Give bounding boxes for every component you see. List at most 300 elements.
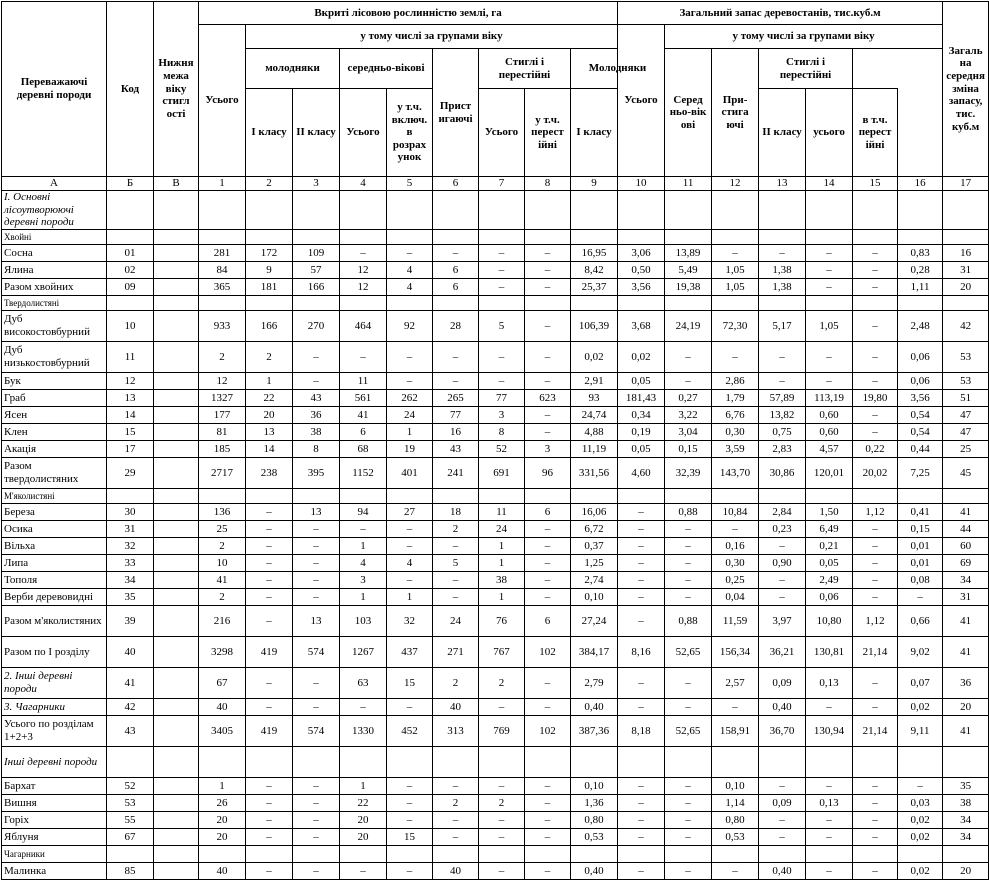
row-value-cell <box>898 229 943 244</box>
row-value-cell: 34 <box>943 811 989 828</box>
row-value-cell: – <box>293 554 340 571</box>
row-value-cell: – <box>433 588 479 605</box>
row-value-cell: – <box>525 811 571 828</box>
row-value-cell: – <box>853 777 898 794</box>
row-value-cell: 0,53 <box>712 828 759 845</box>
row-code-cell: 55 <box>107 811 154 828</box>
row-value-cell: 0,54 <box>898 406 943 423</box>
row-value-cell: 6 <box>525 605 571 636</box>
row-value-cell: 9,11 <box>898 715 943 746</box>
row-value-cell: 19,80 <box>853 389 898 406</box>
row-value-cell: 52,65 <box>665 636 712 667</box>
row-value-cell: 1 <box>340 537 387 554</box>
row-value-cell: 68 <box>340 440 387 457</box>
row-value-cell <box>199 191 246 230</box>
row-value-cell: 25,37 <box>571 278 618 295</box>
row-code-cell <box>107 229 154 244</box>
row-value-cell <box>571 746 618 777</box>
table-row <box>2 811 989 828</box>
row-value-cell: – <box>479 244 525 261</box>
row-value-cell: – <box>898 777 943 794</box>
row-value-cell: – <box>479 341 525 372</box>
header-area-by-age: у тому числі за групами віку <box>246 25 618 49</box>
column-number: 8 <box>525 177 571 191</box>
row-value-cell <box>340 488 387 503</box>
row-value-cell: 0,75 <box>759 423 806 440</box>
row-value-cell: 2,57 <box>712 667 759 698</box>
row-value-cell <box>853 488 898 503</box>
row-value-cell <box>246 488 293 503</box>
row-value-cell: 0,08 <box>898 571 943 588</box>
row-value-cell: 0,30 <box>712 423 759 440</box>
row-value-cell: – <box>618 554 665 571</box>
row-value-cell: – <box>806 698 853 715</box>
row-name-cell: Граб <box>2 389 107 406</box>
header-stock-mature-incl: в т.ч. перест ійні <box>853 89 898 177</box>
row-value-cell: 14 <box>246 440 293 457</box>
row-value-cell: 2 <box>199 588 246 605</box>
column-number: А <box>2 177 107 191</box>
row-value-cell: 0,22 <box>853 440 898 457</box>
row-value-cell: 53 <box>943 372 989 389</box>
header-code: Код <box>107 2 154 177</box>
row-value-cell: – <box>525 341 571 372</box>
row-value-cell: 41 <box>943 715 989 746</box>
row-value-cell: 6 <box>433 261 479 278</box>
row-value-cell: 0,19 <box>618 423 665 440</box>
row-value-cell: – <box>479 698 525 715</box>
row-value-cell: – <box>340 698 387 715</box>
row-value-cell: 26 <box>199 794 246 811</box>
row-value-cell: 7,25 <box>898 457 943 488</box>
row-value-cell <box>479 295 525 310</box>
row-value-cell: 16,06 <box>571 503 618 520</box>
row-value-cell: 22 <box>340 794 387 811</box>
table-row <box>2 698 989 715</box>
row-value-cell <box>479 488 525 503</box>
row-value-cell: 0,02 <box>571 341 618 372</box>
row-value-cell <box>479 845 525 862</box>
row-value-cell: – <box>479 372 525 389</box>
row-value-cell: 16,95 <box>571 244 618 261</box>
row-value-cell: – <box>806 862 853 879</box>
row-lower-limit-cell <box>154 715 199 746</box>
row-value-cell: 365 <box>199 278 246 295</box>
row-code-cell: 10 <box>107 310 154 341</box>
row-value-cell: 12 <box>340 261 387 278</box>
row-code-cell: 31 <box>107 520 154 537</box>
row-value-cell: 69 <box>943 554 989 571</box>
row-value-cell: – <box>433 341 479 372</box>
row-value-cell: 143,70 <box>712 457 759 488</box>
row-value-cell: 22 <box>246 389 293 406</box>
column-number: 17 <box>943 177 989 191</box>
row-value-cell: 769 <box>479 715 525 746</box>
row-value-cell: 60 <box>943 537 989 554</box>
row-code-cell <box>107 295 154 310</box>
row-value-cell: 52 <box>479 440 525 457</box>
row-value-cell: 0,06 <box>898 372 943 389</box>
row-code-cell: 42 <box>107 698 154 715</box>
row-code-cell: 30 <box>107 503 154 520</box>
row-value-cell: 1,14 <box>712 794 759 811</box>
row-lower-limit-cell <box>154 310 199 341</box>
row-value-cell: – <box>853 341 898 372</box>
row-value-cell: – <box>293 862 340 879</box>
row-value-cell: – <box>246 698 293 715</box>
row-value-cell: 57 <box>293 261 340 278</box>
row-value-cell: – <box>246 862 293 879</box>
row-value-cell: 181,43 <box>618 389 665 406</box>
row-name-cell: Акація <box>2 440 107 457</box>
row-value-cell: 4,57 <box>806 440 853 457</box>
row-value-cell: 1 <box>387 588 433 605</box>
row-name-cell: 3. Чагарники <box>2 698 107 715</box>
row-value-cell <box>433 845 479 862</box>
row-value-cell: 20 <box>340 811 387 828</box>
row-lower-limit-cell <box>154 845 199 862</box>
row-value-cell: – <box>246 520 293 537</box>
row-value-cell: 241 <box>433 457 479 488</box>
row-value-cell <box>387 191 433 230</box>
row-value-cell <box>433 295 479 310</box>
row-value-cell <box>898 746 943 777</box>
row-value-cell <box>806 295 853 310</box>
row-code-cell: 17 <box>107 440 154 457</box>
row-value-cell: – <box>806 341 853 372</box>
row-value-cell: 3405 <box>199 715 246 746</box>
row-value-cell: 21,14 <box>853 636 898 667</box>
row-value-cell <box>293 229 340 244</box>
table-row <box>2 191 989 230</box>
row-value-cell: 1,38 <box>759 278 806 295</box>
column-number: 10 <box>618 177 665 191</box>
row-value-cell: – <box>387 520 433 537</box>
row-value-cell <box>571 229 618 244</box>
row-value-cell <box>665 845 712 862</box>
row-value-cell: – <box>759 571 806 588</box>
row-value-cell: – <box>853 588 898 605</box>
row-value-cell: 8,16 <box>618 636 665 667</box>
row-value-cell: – <box>712 341 759 372</box>
row-lower-limit-cell <box>154 457 199 488</box>
row-value-cell: 8 <box>479 423 525 440</box>
column-number: 5 <box>387 177 433 191</box>
column-number: 16 <box>898 177 943 191</box>
row-value-cell <box>712 229 759 244</box>
row-value-cell: – <box>479 811 525 828</box>
row-value-cell: 0,02 <box>618 341 665 372</box>
row-value-cell: – <box>293 828 340 845</box>
row-value-cell: – <box>340 862 387 879</box>
row-value-cell: – <box>387 571 433 588</box>
row-code-cell: 53 <box>107 794 154 811</box>
row-value-cell: 395 <box>293 457 340 488</box>
row-value-cell: – <box>853 862 898 879</box>
row-name-cell: Дуб низькостовбурний <box>2 341 107 372</box>
table-header <box>2 2 989 191</box>
row-value-cell: 30,86 <box>759 457 806 488</box>
row-value-cell: – <box>293 811 340 828</box>
row-value-cell: 0,90 <box>759 554 806 571</box>
row-value-cell <box>759 746 806 777</box>
row-value-cell: 767 <box>479 636 525 667</box>
row-lower-limit-cell <box>154 341 199 372</box>
row-value-cell: 57,89 <box>759 389 806 406</box>
header-stock-class2: II класу <box>759 89 806 177</box>
row-value-cell: 271 <box>433 636 479 667</box>
row-value-cell: 3,56 <box>898 389 943 406</box>
row-value-cell: – <box>618 605 665 636</box>
row-value-cell <box>853 845 898 862</box>
row-code-cell: 34 <box>107 571 154 588</box>
row-value-cell <box>712 295 759 310</box>
row-value-cell: 0,60 <box>806 423 853 440</box>
row-value-cell: 76 <box>479 605 525 636</box>
row-value-cell: 181 <box>246 278 293 295</box>
row-value-cell: 10,80 <box>806 605 853 636</box>
row-value-cell: – <box>665 828 712 845</box>
row-value-cell: 51 <box>943 389 989 406</box>
row-lower-limit-cell <box>154 571 199 588</box>
row-value-cell: 0,05 <box>618 440 665 457</box>
row-value-cell: 0,21 <box>806 537 853 554</box>
table-row <box>2 488 989 503</box>
row-value-cell: 1 <box>479 537 525 554</box>
row-value-cell <box>759 229 806 244</box>
row-value-cell: 0,15 <box>665 440 712 457</box>
row-value-cell: 6,72 <box>571 520 618 537</box>
row-value-cell <box>340 845 387 862</box>
row-value-cell: 0,15 <box>898 520 943 537</box>
row-value-cell <box>759 295 806 310</box>
row-value-cell: – <box>806 244 853 261</box>
row-value-cell: 166 <box>246 310 293 341</box>
row-value-cell: 24,74 <box>571 406 618 423</box>
row-value-cell: 38 <box>293 423 340 440</box>
row-value-cell: 401 <box>387 457 433 488</box>
row-value-cell: 2,74 <box>571 571 618 588</box>
row-value-cell <box>525 488 571 503</box>
row-code-cell: 39 <box>107 605 154 636</box>
table-row <box>2 777 989 794</box>
row-value-cell <box>806 229 853 244</box>
row-value-cell: – <box>387 341 433 372</box>
row-value-cell: – <box>387 862 433 879</box>
row-value-cell <box>712 746 759 777</box>
header-young-class1: I класу <box>246 89 293 177</box>
row-value-cell: 41 <box>943 636 989 667</box>
row-value-cell: 0,10 <box>571 777 618 794</box>
row-value-cell: 8 <box>293 440 340 457</box>
row-value-cell: – <box>618 571 665 588</box>
header-young-stock: Молодняки <box>571 49 665 89</box>
row-value-cell <box>293 746 340 777</box>
row-value-cell: – <box>525 537 571 554</box>
row-value-cell: 0,53 <box>571 828 618 845</box>
row-value-cell: 0,54 <box>898 423 943 440</box>
row-value-cell: 43 <box>433 440 479 457</box>
row-value-cell: 20 <box>943 278 989 295</box>
row-value-cell <box>293 845 340 862</box>
row-value-cell: – <box>618 828 665 845</box>
row-value-cell: – <box>340 341 387 372</box>
header-area-total: Усього <box>199 25 246 177</box>
row-value-cell: – <box>479 828 525 845</box>
row-value-cell: 0,06 <box>898 341 943 372</box>
row-value-cell: 3,97 <box>759 605 806 636</box>
column-number: 14 <box>806 177 853 191</box>
row-value-cell: 2,79 <box>571 667 618 698</box>
row-value-cell: – <box>665 588 712 605</box>
row-value-cell <box>246 191 293 230</box>
row-value-cell: 3 <box>479 406 525 423</box>
row-value-cell: 1 <box>387 423 433 440</box>
table-row <box>2 389 989 406</box>
row-value-cell <box>618 191 665 230</box>
row-name-cell: Разом по I розділу <box>2 636 107 667</box>
row-value-cell: 40 <box>199 698 246 715</box>
row-value-cell <box>433 191 479 230</box>
row-value-cell: 5 <box>433 554 479 571</box>
header-stock-class1: I класу <box>571 89 618 177</box>
row-value-cell: 20 <box>943 862 989 879</box>
row-value-cell <box>853 746 898 777</box>
row-value-cell: 5 <box>479 310 525 341</box>
row-code-cell <box>107 488 154 503</box>
header-mature-incl: у т.ч. перест ійні <box>525 89 571 177</box>
row-value-cell: 0,83 <box>898 244 943 261</box>
row-value-cell: – <box>665 777 712 794</box>
row-lower-limit-cell <box>154 777 199 794</box>
row-value-cell: – <box>618 537 665 554</box>
row-value-cell: – <box>246 554 293 571</box>
row-value-cell: – <box>759 588 806 605</box>
header-stock-by-age: у тому числі за групами віку <box>665 25 943 49</box>
table-row <box>2 244 989 261</box>
row-value-cell: 10,84 <box>712 503 759 520</box>
row-value-cell: – <box>665 520 712 537</box>
row-value-cell: 41 <box>199 571 246 588</box>
row-value-cell: 2 <box>433 794 479 811</box>
row-value-cell: – <box>293 588 340 605</box>
row-value-cell: 3298 <box>199 636 246 667</box>
table-row <box>2 406 989 423</box>
column-number: 13 <box>759 177 806 191</box>
row-value-cell: 437 <box>387 636 433 667</box>
row-value-cell: 0,80 <box>571 811 618 828</box>
row-value-cell: – <box>525 862 571 879</box>
row-code-cell: 52 <box>107 777 154 794</box>
row-value-cell: – <box>293 667 340 698</box>
row-value-cell <box>712 845 759 862</box>
row-value-cell: 464 <box>340 310 387 341</box>
row-value-cell: – <box>293 794 340 811</box>
row-value-cell <box>340 229 387 244</box>
row-name-cell: Яблуня <box>2 828 107 845</box>
row-value-cell: – <box>525 588 571 605</box>
row-value-cell: 2,48 <box>898 310 943 341</box>
row-value-cell <box>571 845 618 862</box>
row-value-cell: 0,02 <box>898 862 943 879</box>
row-value-cell: – <box>806 777 853 794</box>
row-value-cell: 0,04 <box>712 588 759 605</box>
row-value-cell: 0,05 <box>806 554 853 571</box>
row-value-cell: 9 <box>246 261 293 278</box>
row-value-cell: 0,40 <box>759 862 806 879</box>
row-value-cell <box>898 295 943 310</box>
row-value-cell: 44 <box>943 520 989 537</box>
row-value-cell: – <box>712 244 759 261</box>
row-value-cell: – <box>246 667 293 698</box>
row-value-cell: 3,22 <box>665 406 712 423</box>
column-number: 6 <box>433 177 479 191</box>
row-value-cell: – <box>618 811 665 828</box>
row-lower-limit-cell <box>154 503 199 520</box>
row-value-cell: – <box>759 537 806 554</box>
row-value-cell: 1,25 <box>571 554 618 571</box>
row-name-cell: Горіх <box>2 811 107 828</box>
row-value-cell: 6 <box>433 278 479 295</box>
row-value-cell: 25 <box>943 440 989 457</box>
row-value-cell <box>759 845 806 862</box>
row-value-cell: 0,10 <box>712 777 759 794</box>
row-code-cell: 09 <box>107 278 154 295</box>
column-number: Б <box>107 177 154 191</box>
row-value-cell: 1152 <box>340 457 387 488</box>
row-value-cell <box>571 488 618 503</box>
row-value-cell: 53 <box>943 341 989 372</box>
row-lower-limit-cell <box>154 698 199 715</box>
row-value-cell: 2,83 <box>759 440 806 457</box>
row-value-cell: 0,44 <box>898 440 943 457</box>
row-value-cell: – <box>525 794 571 811</box>
row-value-cell <box>712 191 759 230</box>
row-value-cell: 1267 <box>340 636 387 667</box>
row-value-cell <box>199 295 246 310</box>
row-value-cell: 0,40 <box>571 862 618 879</box>
row-value-cell <box>246 746 293 777</box>
row-value-cell: 20 <box>199 828 246 845</box>
row-lower-limit-cell <box>154 554 199 571</box>
row-value-cell <box>853 295 898 310</box>
row-value-cell <box>943 295 989 310</box>
row-lower-limit-cell <box>154 423 199 440</box>
row-value-cell: – <box>525 520 571 537</box>
row-value-cell: – <box>853 537 898 554</box>
row-value-cell: – <box>293 372 340 389</box>
row-value-cell: 42 <box>943 310 989 341</box>
header-mature-total: Усього <box>479 89 525 177</box>
row-value-cell: – <box>433 828 479 845</box>
row-value-cell: 38 <box>479 571 525 588</box>
row-value-cell <box>806 488 853 503</box>
row-name-cell: Дуб високостовбурний <box>2 310 107 341</box>
row-value-cell: 20 <box>340 828 387 845</box>
row-value-cell: – <box>806 828 853 845</box>
row-value-cell: – <box>387 777 433 794</box>
column-number: 2 <box>246 177 293 191</box>
row-value-cell: 38 <box>943 794 989 811</box>
row-value-cell: 4 <box>387 554 433 571</box>
header-stock-group: Загальний запас деревостанів, тис.куб.м <box>618 2 943 25</box>
row-value-cell: 45 <box>943 457 989 488</box>
row-value-cell <box>665 191 712 230</box>
row-value-cell: 0,80 <box>712 811 759 828</box>
row-value-cell: – <box>387 794 433 811</box>
row-value-cell: – <box>665 372 712 389</box>
row-value-cell: 0,13 <box>806 667 853 698</box>
